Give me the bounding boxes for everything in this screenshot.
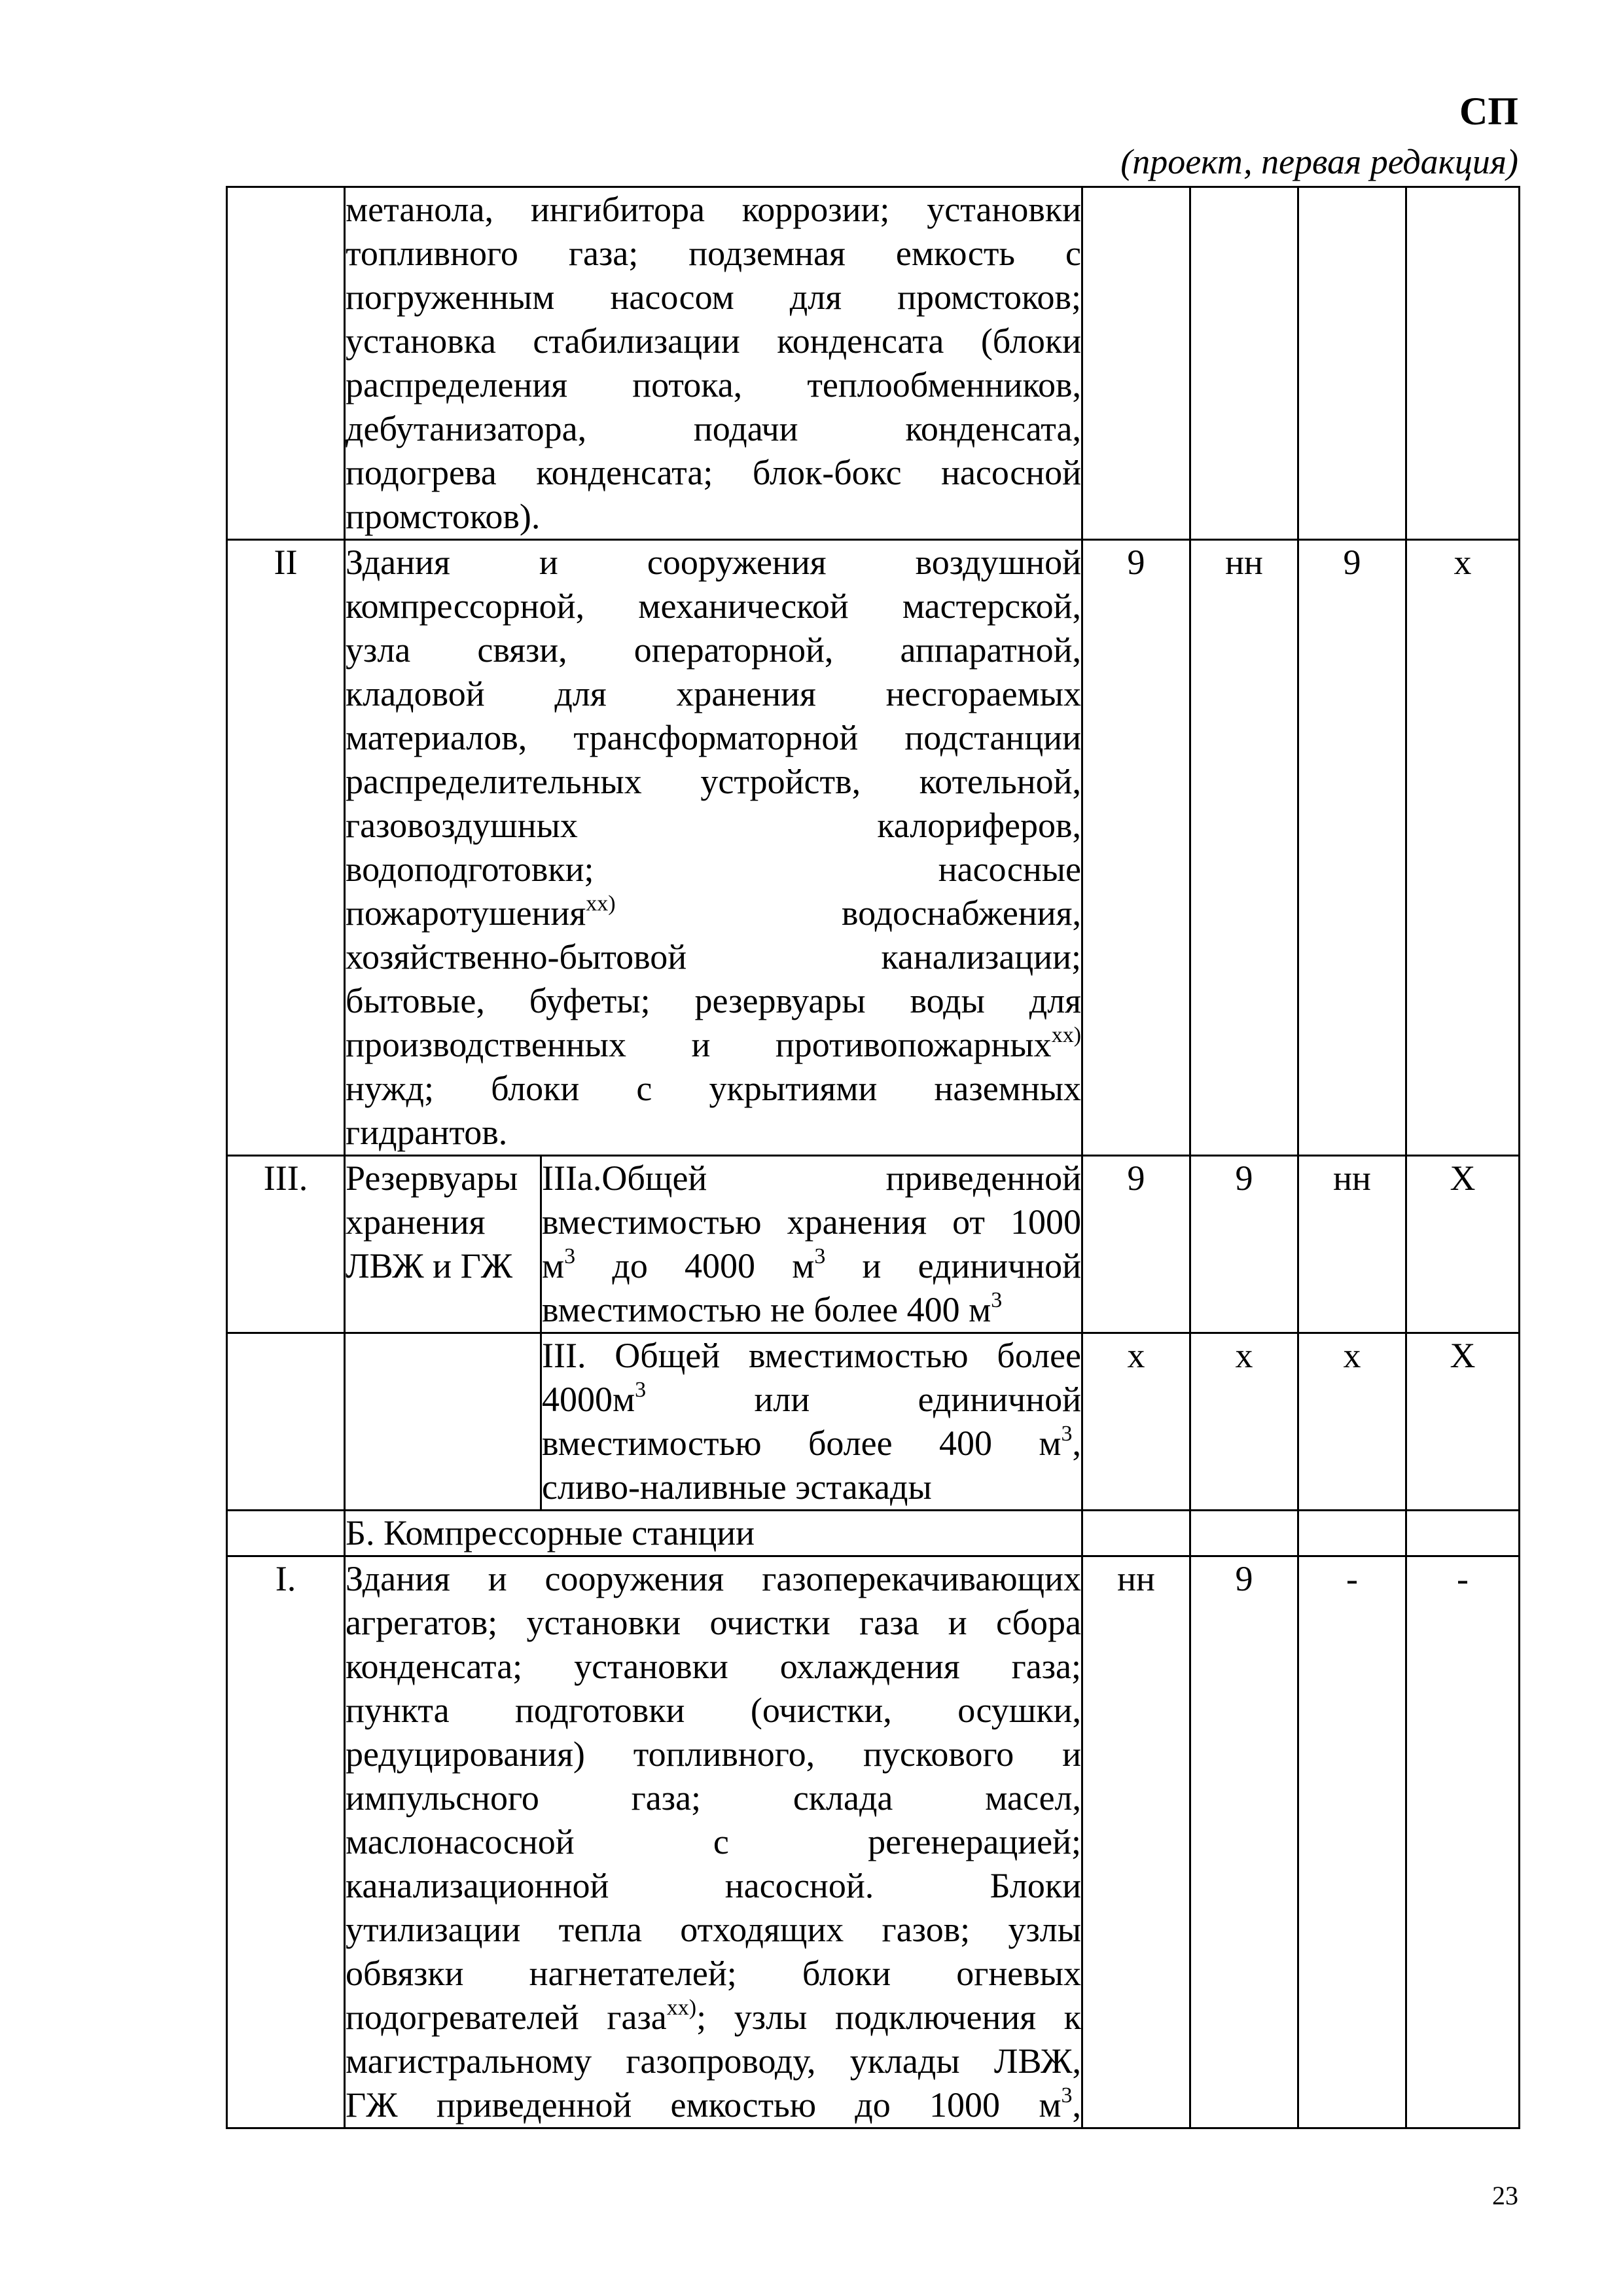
value-cell: х [1190,1333,1298,1511]
text-line: конденсата; установки охлаждения газа; [346,1647,1082,1686]
text-line: гидрантов. [346,1113,508,1152]
classification-table [226,186,1520,2129]
value-cell: - [1298,1556,1406,2128]
value-cell: х [1406,540,1520,1156]
text-line: агрегатов; установки очистки газа и сбора [346,1603,1082,1642]
text-fragment: ; узлы подключения к [696,1998,1082,2037]
footnote-mark: xx) [586,891,616,916]
text-line: IIIа.Общей приведенной [542,1158,1082,1198]
text-line [542,1422,1081,1465]
row-number-cell [227,1333,345,1511]
value-cell: 9 [1082,540,1190,1156]
row-number: I. [227,1556,345,2128]
value-cell [1298,1511,1406,1556]
text-fragment: пожаротушения [346,893,586,933]
document-edition: (проект, первая редакция) [1120,142,1518,181]
text-line [346,2083,1081,2127]
value-cell: Х [1406,1333,1520,1511]
text-line: редуцирования) топливного, пускового и [346,1734,1082,1774]
text-line: промстоков). [346,497,541,536]
text-line [346,1023,1081,1067]
text-line: бытовые, буфеты; резервуары воды для [346,981,1082,1020]
text-line: импульсного газа; склада масел, [346,1778,1082,1818]
value-cell: 9 [1190,1156,1298,1333]
text-line: пункта подготовки (очистки, осушки, [346,1691,1082,1730]
value-cell [1406,187,1520,540]
document-code: СП [1459,90,1518,133]
row-number: III. [227,1156,345,1333]
object-group [345,1156,541,1333]
text-line: распределения потока, теплообменников, [346,365,1082,404]
text-line: обвязки нагнетателей; блоки огневых [346,1954,1082,1993]
text-fragment: подогревателей газа [346,1998,667,2037]
text-fragment: вместимостью более 400 м [542,1424,1061,1463]
text-line: материалов, трансформаторной подстанции [346,718,1082,757]
value-cell: нн [1190,540,1298,1156]
text-line: маслонасосной с регенерацией; [346,1822,1082,1861]
superscript: 3 [564,1244,576,1268]
value-cell [1190,1511,1298,1556]
value-cell: нн [1082,1556,1190,2128]
value-cell: 9 [1298,540,1406,1156]
section-row [227,1511,1520,1556]
text-line [542,1244,1081,1288]
text-line: дебутанизатора, подачи конденсата, [346,409,1082,448]
text-fragment: 4000м [542,1380,635,1419]
value-cell: х [1298,1333,1406,1511]
value-cell: 9 [1190,1556,1298,2128]
text-line: установка стабилизации конденсата (блоки [346,321,1082,361]
value-cell [1082,1511,1190,1556]
text-line: Резервуары [346,1158,518,1198]
text-line [346,1996,1081,2039]
value-cell: - [1406,1556,1520,2128]
value-cell: нн [1298,1156,1406,1333]
text-fragment: м [542,1246,565,1285]
text-line: компрессорной, механической мастерской, [346,586,1082,626]
superscript: 3 [1061,1422,1073,1446]
footnote-mark: xx) [666,1996,697,2020]
text-fragment: , [1072,1424,1082,1463]
text-fragment: до 4000 м [575,1246,815,1285]
text-line: подогрева конденсата; блок-бокс насосной [346,453,1082,492]
text-fragment: или единичной [646,1380,1082,1419]
text-fragment: вместимостью не более 400 м [542,1290,991,1329]
text-line [542,1378,1081,1422]
text-fragment: и единичной [825,1246,1082,1285]
value-cell [1406,1511,1520,1556]
text-line: сливо-наливные эстакады [542,1467,932,1507]
text-line: газовоздушных калориферов, [346,806,1082,845]
table-row [227,1556,1520,2128]
text-line: кладовой для хранения несгораемых [346,674,1082,713]
text-fragment: водоснабжения, [615,893,1082,933]
value-cell: Х [1406,1156,1520,1333]
text-line: нужд; блоки с укрытиями наземных [346,1069,1082,1108]
text-line: погруженным насосом для промстоков; [346,278,1082,317]
text-line: Здания и сооружения газоперекачивающих [346,1559,1082,1598]
table-row [227,540,1520,1156]
text-fragment: , [1072,2085,1082,2125]
object-description [345,1556,1082,2128]
value-cell [1298,187,1406,540]
value-cell: 9 [1082,1156,1190,1333]
text-line: топливного газа; подземная емкость с [346,234,1082,273]
object-group [345,1333,541,1511]
object-description [345,540,1082,1156]
text-line: хранения [346,1202,486,1242]
text-line [346,891,1081,935]
row-number-cell [227,187,345,540]
table-row [227,1333,1520,1511]
value-cell [1082,187,1190,540]
row-number-cell [227,1511,345,1556]
object-description [541,1156,1082,1333]
page-number: 23 [1492,2181,1518,2210]
text-line: метанола, ингибитора коррозии; установки [346,190,1082,229]
row-number: II [227,540,345,1156]
text-fragment: производственных и противопожарных [346,1025,1052,1064]
text-line: водоподготовки; насосные [346,850,1082,889]
table-row [227,1156,1520,1333]
object-description [541,1333,1082,1511]
text-line [542,1288,1081,1332]
footnote-mark: xx) [1051,1023,1082,1047]
section-title [345,1511,1082,1556]
text-line: распределительных устройств, котельной, [346,762,1082,801]
text-line: хозяйственно-бытовой канализации; [346,937,1082,977]
text-line: Здания и сооружения воздушной [346,543,1082,582]
text-line: канализационной насосной. Блоки [346,1866,1082,1905]
superscript: 3 [991,1288,1003,1312]
text-line: вместимостью хранения от 1000 [542,1202,1082,1242]
text-fragment: ГЖ приведенной емкостью до 1000 м [346,2085,1061,2125]
value-cell [1190,187,1298,540]
text-line: утилизации тепла отходящих газов; узлы [346,1910,1082,1949]
superscript: 3 [1061,2083,1073,2108]
value-cell: х [1082,1333,1190,1511]
text-line: III. Общей вместимостью более [542,1336,1082,1375]
text-line: узла связи, операторной, аппаратной, [346,630,1082,670]
text-line: ЛВЖ и ГЖ [346,1246,513,1285]
superscript: 3 [814,1244,826,1268]
text-line: магистральному газопроводу, уклады ЛВЖ, [346,2041,1082,2081]
superscript: 3 [635,1378,647,1402]
table-row [227,187,1520,540]
object-description [345,187,1082,540]
text-line: Б. Компрессорные станции [346,1513,755,1552]
